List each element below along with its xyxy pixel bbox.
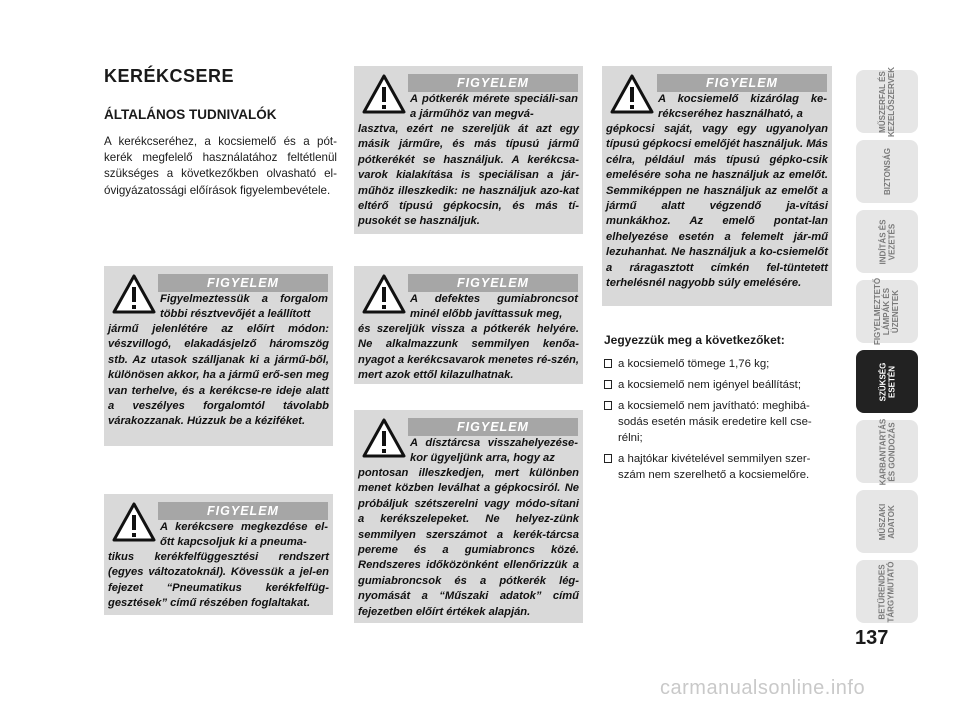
list-item-text: a kocsiemelő tömege 1,76 kg;: [618, 358, 770, 370]
warning-body: lasztva, ezért ne szereljük át azt egy másik járműre, és más típusú jármű pótkerékét se használjuk. A kerékcsa-varok kialakítása is speciálisan a jár-műhöz illeszkedik: ne használjuk azo-kat eltérő típusú gépkocsin, és más tí-pusokét se használjuk.: [358, 123, 579, 228]
warning-heading: FIGYELEM: [657, 74, 827, 92]
warning-heading: FIGYELEM: [408, 418, 578, 436]
warning-heading: FIGYELEM: [408, 74, 578, 92]
list-item: [604, 377, 832, 393]
warning-lead: A kocsiemelő kizárólag ke-rékcseréhez használható, a: [658, 93, 827, 121]
tab-label: MŰSZERFAL ÉS KEZELŐSZERVEK: [878, 66, 896, 137]
warning-triangle-icon: [112, 502, 156, 542]
list-item-text: a hajtókar kivételével semmilyen szer-szám nem szerelhető a kocsiemelőre.: [618, 453, 811, 481]
tab-starting-driving[interactable]: [856, 210, 918, 273]
warning-lead: A kerékcsere megkezdése el-őtt kapcsoljuk ki a pneuma-: [160, 521, 328, 549]
tab-label: KARBANTARTÁS ÉS GONDOZÁS: [878, 418, 897, 485]
page-title: KERÉKCSERE: [104, 66, 235, 86]
list-item-text: a kocsiemelő nem javítható: meghibá-sodás esetén másik eredetire kell cse-rélni;: [618, 400, 812, 444]
tab-label: MŰSZAKI ADATOK: [877, 503, 896, 540]
tab-emergency[interactable]: [856, 350, 918, 413]
warning-box-hubcap: [354, 410, 583, 623]
warning-lead: Figyelmeztessük a forgalom többi résztvevőjét a leállított: [160, 293, 328, 321]
tab-maintenance[interactable]: [856, 420, 918, 483]
notes-heading: Jegyezzük meg a következőket:: [604, 333, 785, 347]
tab-label: INDÍTÁS ÉS VEZETÉS: [878, 219, 896, 264]
warning-heading: FIGYELEM: [408, 274, 578, 292]
warning-body: jármű jelenlétére az előírt módon: vészvillogó, elakadásjelző háromszög stb. Az utasok szálljanak ki a jármű-ből, különösen akkor, ha a jármű erő-sen meg van terhelve, és a kerékcse-re ideje alatt a veszélyes forgalomtól távolabb várakozzanak. Húzzuk be a kéziféket.: [108, 323, 329, 428]
warning-body: gépkocsi saját, vagy egy ugyanolyan típusú gépkocsi emelőjét használjuk. Más célra, például más típusú gépko-csik emelésére soha ne használjuk az emelőt. Semmiképpen ne használjuk az emelőt a jármű alatt végzendő ja-vítási munkákhoz. Az emelő pontat-lan elhelyezése esetén a felemelt jár-mű lezuhanhat. Ne használjuk a ko-csiemelőt a ráragasztott címkén fel-tüntetett terhelésnél nagyobb súly emelésére.: [606, 123, 828, 290]
list-item: [604, 451, 832, 483]
warning-body: tikus kerékfelfüggesztési rendszert (egyes változatoknál). Kövessük a jel-en fejezet “Pneumatikus kerékfelfüg-gesztések” című részében foglaltakat.: [108, 551, 329, 610]
tab-index[interactable]: [856, 560, 918, 623]
warning-box-spare-wheel: [354, 66, 583, 234]
warning-triangle-icon: [362, 74, 406, 114]
warning-box-suspension: [104, 494, 333, 615]
checkbox-bullet-icon: [604, 454, 612, 463]
warning-heading: FIGYELEM: [158, 274, 328, 292]
warning-triangle-icon: [610, 74, 654, 114]
list-item: [604, 356, 832, 372]
warning-triangle-icon: [362, 274, 406, 314]
list-item: [604, 398, 832, 446]
warning-lead: A dísztárcsa visszahelyezése-kor ügyeljünk arra, hogy az: [410, 437, 578, 465]
list-item-text: a kocsiemelő nem igényel beállítást;: [618, 379, 801, 391]
warning-body: és szereljük vissza a pótkerék helyére. Ne alkalmazzunk semmilyen kenőa-nyagot a kerékcsavarok menetes ré-szén, mert azok ettől kilazulhatnak.: [358, 323, 579, 382]
tab-label: SZÜKSÉG ESETÉN: [877, 362, 896, 401]
tab-dashboard-controls[interactable]: [856, 66, 918, 137]
tab-warning-lights[interactable]: [856, 277, 918, 346]
warning-box-traffic: [104, 266, 333, 446]
warning-body: pontosan illeszkedjen, mert különben menet közben leválhat a gépkocsiról. Ne próbáljuk szétszerelni vagy módo-sítani a kerékszelepeket. Ne helyez-zünk semmilyen szerszámot a kerék-tárcsa pereme és a gumiabroncs közé. Rendszeres időközönként ellenőrizzük a gumiabroncsok és a pótkerék lég-nyomását a “Műszaki adatok” című fejezetben előírt értékek alapján.: [358, 467, 579, 618]
checkbox-bullet-icon: [604, 359, 612, 368]
warning-box-flat-tyre: [354, 266, 583, 384]
warning-heading: FIGYELEM: [158, 502, 328, 520]
tab-safety[interactable]: [856, 140, 918, 203]
notes-list: [604, 356, 832, 488]
warning-triangle-icon: [112, 274, 156, 314]
tab-label: BIZTONSÁG: [882, 148, 892, 195]
tab-label: FIGYELMEZTETŐ LÁMPÁK ÉS ÜZENETEK: [873, 277, 901, 346]
intro-paragraph: A kerékcseréhez, a kocsiemelő és a pót-kerék megfelelő használatához feltétlenül szükséges a következőkben olvasható el-óvigyázatossági előírások figyelembevétele.: [104, 135, 337, 197]
checkbox-bullet-icon: [604, 380, 612, 389]
warning-triangle-icon: [362, 418, 406, 458]
page-number: 137: [855, 627, 889, 649]
checkbox-bullet-icon: [604, 401, 612, 410]
warning-box-jack: [602, 66, 832, 306]
footer-watermark: carmanualsonline.info: [660, 677, 866, 699]
section-subtitle: ÁLTALÁNOS TUDNIVALÓK: [104, 107, 277, 122]
tab-technical-data[interactable]: [856, 490, 918, 553]
tab-label: BETŰRENDES TÁRGYMUTATÓ: [878, 560, 896, 623]
warning-lead: A pótkerék mérete speciáli-san a járműhöz van megvá-: [410, 93, 578, 121]
warning-lead: A defektes gumiabroncsot minél előbb javíttassuk meg,: [410, 293, 578, 321]
